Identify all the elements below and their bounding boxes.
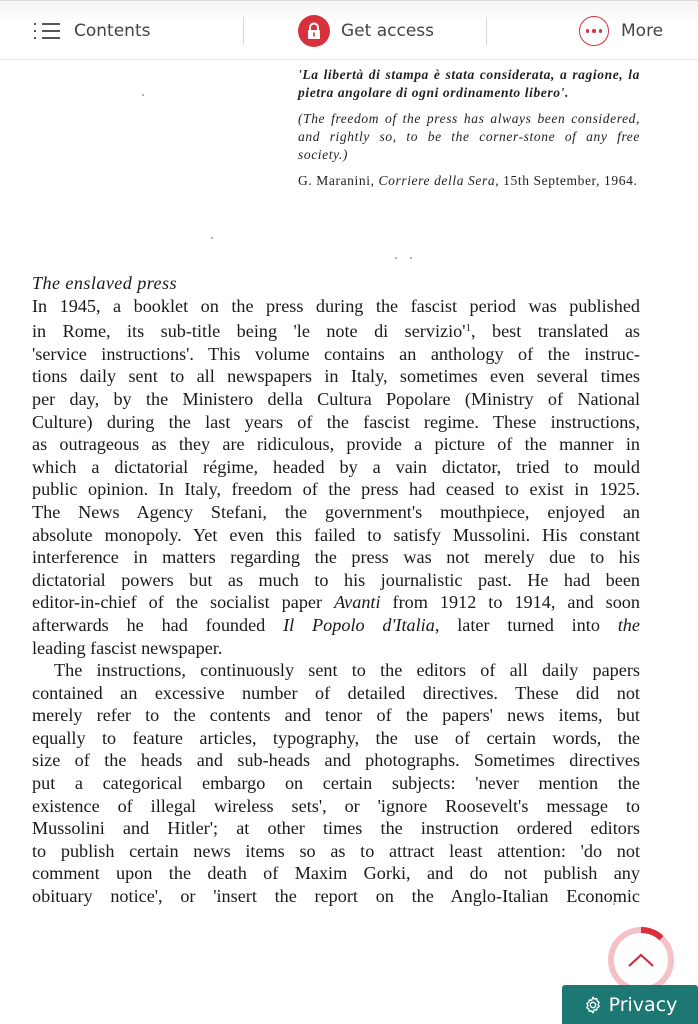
citation-source: Corriere della Sera xyxy=(378,173,496,188)
text-line: per day, by the Ministero della Cultura Popolare (Ministry of National xyxy=(32,388,640,409)
text-line: leading fascist newspaper. xyxy=(32,637,223,658)
text-line: The News Agency Stefani, the government's mouthpiece, enjoyed an xyxy=(32,501,640,522)
text-line xyxy=(32,614,640,637)
text-line: interference in matters regarding the press was not merely due to his xyxy=(32,547,640,568)
scan-speck xyxy=(211,237,213,239)
text-line: size of the heads and sub-heads and photographs. Sometimes directives xyxy=(32,750,640,771)
text-line: Mussolini and Hitler'; at other times the instruction ordered editors xyxy=(32,818,640,839)
text-line: The instructions, continuously sent to the editors of all daily papers xyxy=(54,660,640,681)
contents-label: Contents xyxy=(74,21,151,41)
text-line: existence of illegal wireless sets', or 'ignore Roosevelt's message to xyxy=(32,795,640,816)
text-line xyxy=(32,591,640,614)
gear-icon xyxy=(583,995,603,1015)
text-fragment: afterwards he had founded xyxy=(32,614,284,635)
text-line xyxy=(32,317,640,343)
text-fragment: , later turned into xyxy=(434,614,618,635)
text-line: 'service instructions'. This volume contains an anthology of the instruc- xyxy=(32,343,640,364)
citation-author: G. Maranini, xyxy=(298,173,379,188)
avanti-title: Avanti xyxy=(334,592,381,613)
text-line: which a dictatorial régime, headed by a vain dictator, tried to mould xyxy=(32,456,640,477)
top-toolbar xyxy=(0,0,698,60)
text-line: public opinion. In Italy, freedom of the press had ceased to exist in 1925. xyxy=(32,479,640,500)
text-fragment: , best translated as xyxy=(471,321,640,342)
popolo-title: Il Popolo d'Italia xyxy=(283,614,435,635)
text-line: put a categorical embargo on certain subjects: 'never mention the xyxy=(32,773,640,794)
lock-icon xyxy=(298,15,330,47)
toolbar-divider xyxy=(486,17,487,45)
citation-date: , 15th September, 1964. xyxy=(495,173,638,188)
epigraph xyxy=(298,66,640,198)
article-body xyxy=(32,272,640,908)
more-button[interactable] xyxy=(579,1,663,61)
contents-button[interactable] xyxy=(34,1,150,61)
text-line: absolute monopoly. Yet even this failed to satisfy Mussolini. His constant xyxy=(32,524,640,545)
text-fragment: from 1912 to 1914, and soon xyxy=(380,592,640,613)
list-icon xyxy=(34,22,60,40)
epigraph-translation: (The freedom of the press has always been considered, and rightly so, to be the corner-stone of any free society.) xyxy=(298,111,640,162)
text-fragment: editor-in-chief of the socialist paper xyxy=(32,592,335,613)
footnote-ref[interactable]: 1 xyxy=(465,322,471,335)
get-access-label: Get access xyxy=(341,21,434,41)
text-line: to publish certain news items so as to attract least attention: 'do not xyxy=(32,840,640,861)
scan-speck xyxy=(395,257,397,259)
epigraph-citation xyxy=(298,172,640,190)
privacy-button[interactable] xyxy=(562,985,698,1024)
more-label: More xyxy=(621,21,664,41)
text-line: In 1945, a booklet on the press during the fascist period was published xyxy=(32,295,640,316)
progress-ring-track xyxy=(611,930,671,990)
get-access-button[interactable] xyxy=(298,1,434,61)
text-line: contained an excessive number of detailed directives. These did not xyxy=(32,682,640,703)
text-line: tions daily sent to all newspapers in Italy, sometimes even several times xyxy=(32,366,640,387)
text-fragment: in Rome, its sub-title being 'le note di servizio' xyxy=(32,321,466,342)
text-line: merely refer to the contents and tenor of the papers' news items, but xyxy=(32,705,640,726)
text-line: as outrageous as they are ridiculous, provide a picture of the manner in xyxy=(32,434,640,455)
scan-speck xyxy=(142,94,144,96)
scan-speck xyxy=(410,257,412,259)
privacy-label: Privacy xyxy=(608,993,678,1016)
text-line: obituary notice', or 'insert the report on the Anglo-Italian Economic xyxy=(32,886,640,907)
text-line: equally to feature articles, typography, the use of certain words, the xyxy=(32,727,640,748)
epigraph-italian-quote: 'La libertà di stampa è stata considerata, a ragione, la pietra angolare di ogni ordinamento libero'. xyxy=(298,67,640,100)
toolbar-divider xyxy=(243,17,244,45)
chevron-up-icon xyxy=(629,955,653,966)
text-line: comment upon the death of Maxim Gorki, and do not publish any xyxy=(32,863,640,884)
progress-ring-fill xyxy=(641,930,662,938)
text-line: dictatorial powers but as much to his journalistic past. He had been xyxy=(32,569,640,590)
text-line: Culture) during the last years of the fascist regime. These instructions, xyxy=(32,411,640,432)
section-title: The enslaved press xyxy=(32,273,177,293)
the-emphasis: the xyxy=(617,614,640,635)
more-dots-icon xyxy=(579,16,609,46)
